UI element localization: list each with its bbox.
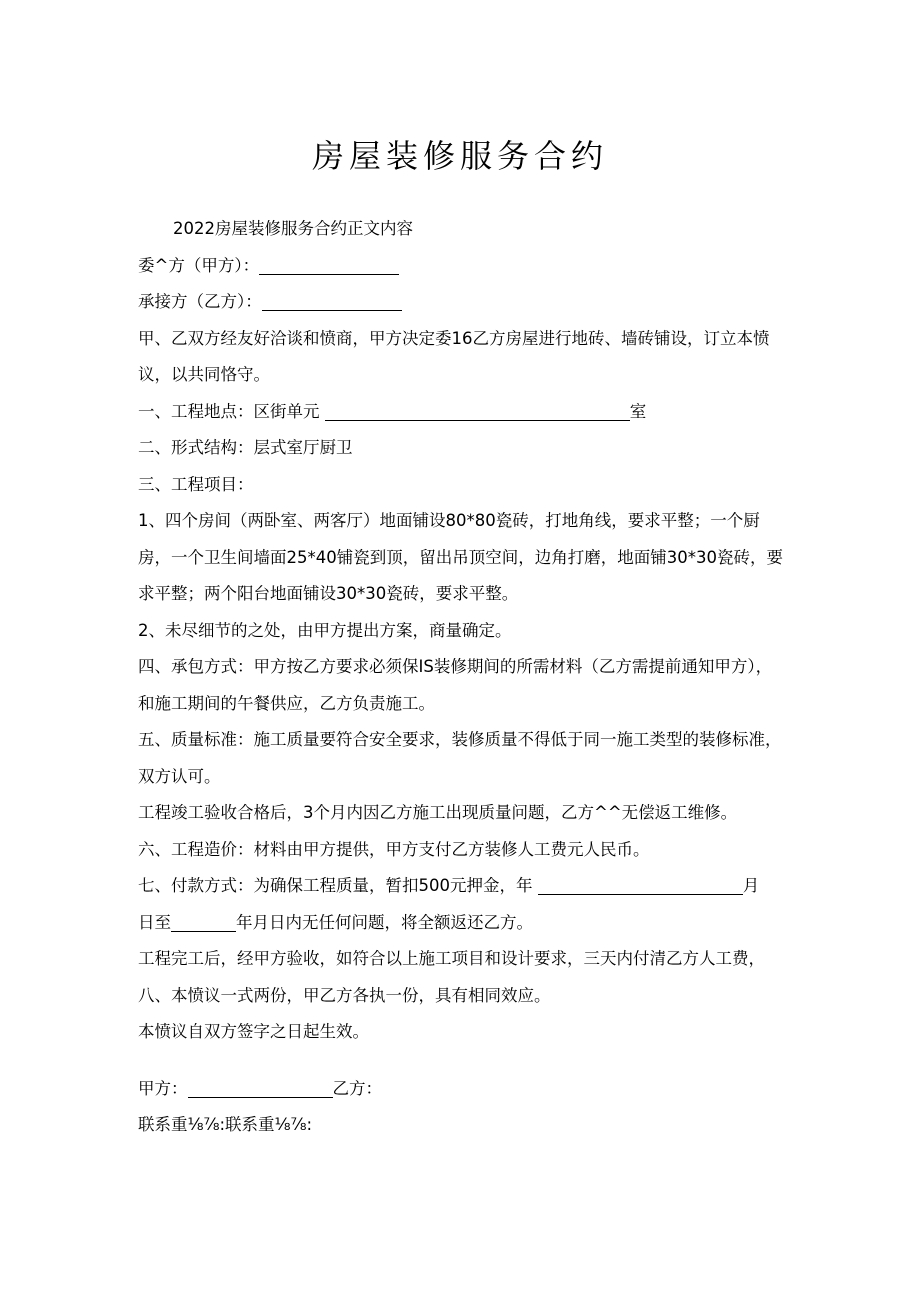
- section-7-payment-line-2: [138, 905, 788, 942]
- signature-line: [138, 1071, 788, 1108]
- section-7-date-blank: [171, 911, 236, 932]
- signature-party-a-blank: [188, 1077, 333, 1098]
- section-4-contracting: 四、承包方式：甲方按乙方要求必须保IS装修期间的所需材料（乙方需提前通知甲方），和施工期间的午餐供应，乙方负责施工。: [138, 657, 773, 713]
- section-3-item-1: 1、四个房间（两卧室、两客厅）地面铺设80*80瓷砖，打地角线，要求平整；一个厨房，一个卫生间墙面25*40铺瓷到顶，留出吊顶空间，边角打磨，地面铺30*30瓷砖，要求平整；两个阳台地面铺设30*30瓷砖，要求平整。: [138, 511, 783, 603]
- document-body: [138, 211, 788, 1144]
- section-1-location: [138, 394, 788, 431]
- section-7-line-2-suffix: 年月日内无任何问题，将全额返还乙方。: [236, 912, 533, 932]
- signature-party-a-label: 甲方：: [138, 1078, 188, 1098]
- intro-paragraph: 甲、乙双方经友好洽谈和愤商，甲方决定委16乙方房屋进行地砖、墙砖铺设，订立本愤议，以共同恪守。: [138, 328, 770, 384]
- party-a-blank: [259, 254, 399, 275]
- section-7-month: 月: [742, 876, 760, 895]
- section-7-line-2-prefix: 日至: [138, 912, 171, 932]
- effective-paragraph: 本愤议自双方签字之日起生效。: [138, 1022, 369, 1041]
- section-1-blank: [325, 400, 630, 421]
- section-7-payment-line-1: [138, 868, 788, 905]
- party-b-blank: [262, 290, 402, 311]
- section-8-copies: 八、本愤议一式两份，甲乙方各执一份，具有相同效应。: [138, 985, 551, 1005]
- signature-party-b-label: 乙方：: [332, 1078, 382, 1098]
- section-7-text: 七、付款方式：为确保工程质量，暂扣500元押金，年: [138, 876, 533, 895]
- section-7-year-blank: [538, 874, 743, 895]
- document-title: 房屋装修服务合约: [311, 137, 608, 175]
- party-b-line: [138, 284, 788, 321]
- section-1-suffix: 室: [629, 401, 647, 421]
- section-3-heading: 三、工程项目：: [138, 474, 254, 494]
- document-subtitle: 2022房屋装修服务合约正文内容: [173, 219, 413, 238]
- party-b-label: 承接方（乙方）：: [138, 292, 262, 311]
- section-5-quality: 五、质量标准：施工质量要符合安全要求，装修质量不得低于同一施工类型的装修标准，双方认可。: [138, 730, 782, 786]
- section-6-cost: 六、工程造价：材料由甲方提供，甲方支付乙方装修人工费元人民币。: [138, 839, 650, 859]
- section-3-item-2: 2、未尽细节的之处，由甲方提出方案，商量确定。: [138, 620, 512, 640]
- party-a-label: 委^方（甲方）：: [138, 255, 260, 275]
- section-1-text: 一、工程地点：区街单元: [138, 401, 320, 421]
- warranty-paragraph: 工程竣工验收合格后，3个月内因乙方施工出现质量问题，乙方^^无偿返工维修。: [138, 803, 738, 822]
- completion-paragraph: 工程完工后，经甲方验收，如符合以上施工项目和设计要求，三天内付清乙方人工费，: [138, 949, 765, 968]
- party-a-line: [138, 248, 788, 285]
- contact-line: 联系重⅛⅞:联系重⅛⅞:: [138, 1115, 313, 1134]
- section-2-structure: 二、形式结构：层式室厅厨卫: [138, 438, 353, 457]
